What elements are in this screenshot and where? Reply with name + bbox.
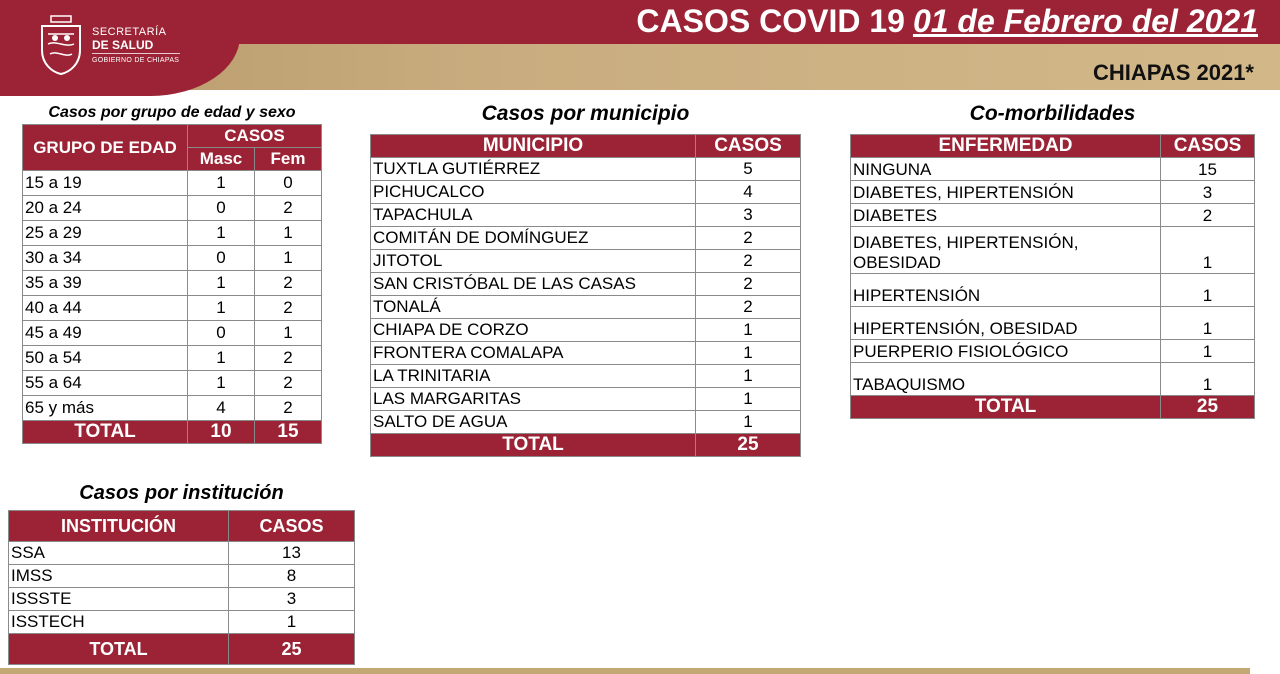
municipio-cell: LA TRINITARIA [371,365,696,388]
col-header-cases: CASOS [696,135,801,158]
municipio-cell: JITOTOL [371,250,696,273]
total-label: TOTAL [851,396,1161,419]
table-row [371,365,801,388]
cases-cell: 1 [1161,227,1255,274]
comorb-table [850,134,1255,419]
disease-name: NINGUNA [853,160,932,179]
disease-cell [851,204,1161,227]
comorb-total-row [851,396,1255,419]
table-row [371,319,801,342]
municipio-cell: TONALÁ [371,296,696,319]
table-row [23,171,322,196]
age-group-cell: 30 a 34 [23,246,188,271]
col-header-cases: CASOS [1161,135,1255,158]
logo-area [0,0,240,96]
col-header-fem: Fem [255,148,322,171]
table-row [23,396,322,421]
fem-cell: 1 [255,221,322,246]
masc-cell: 1 [188,221,255,246]
total-label: TOTAL [371,434,696,457]
table-row [9,611,355,634]
fem-cell: 2 [255,271,322,296]
total-masc: 10 [188,421,255,444]
org-divider [92,53,180,54]
institution-cell: IMSS [9,565,229,588]
comorb-table-title: Co-morbilidades [969,102,1136,125]
fem-cell: 2 [255,296,322,321]
region-label: CHIAPAS 2021* [1093,60,1254,85]
cases-cell: 1 [1161,307,1255,340]
inst-total-row [9,634,355,665]
municipio-cell: TUXTLA GUTIÉRREZ [371,158,696,181]
masc-cell: 1 [188,171,255,196]
cases-cell: 2 [696,296,801,319]
institution-cell: ISSSTE [9,588,229,611]
table-row [23,221,322,246]
table-row [9,565,355,588]
page-title [636,3,1258,40]
fem-cell: 0 [255,171,322,196]
table-row [23,346,322,371]
col-header-disease: ENFERMEDAD [851,135,1161,158]
disease-name: TABAQUISMO [853,375,966,394]
age-group-cell: 50 a 54 [23,346,188,371]
col-header-cases: CASOS [188,125,322,148]
masc-cell: 1 [188,371,255,396]
cases-cell: 1 [696,319,801,342]
age-group-cell: 45 a 49 [23,321,188,346]
table-row [23,371,322,396]
table-row [23,271,322,296]
table-row [851,340,1255,363]
cases-cell: 3 [229,588,355,611]
cases-cell: 1 [696,365,801,388]
total-label: TOTAL [23,421,188,444]
disease-name: DIABETES, HIPERTENSIÓN [853,183,1074,202]
disease-name: DIABETES, HIPERTENSIÓN, [853,233,1079,252]
table-row [371,342,801,365]
municipio-cell: FRONTERA COMALAPA [371,342,696,365]
inst-table [8,510,355,665]
fem-cell: 1 [255,321,322,346]
org-line3: GOBIERNO DE CHIAPAS [92,57,180,64]
municipio-cell: CHIAPA DE CORZO [371,319,696,342]
table-row [371,296,801,319]
masc-cell: 0 [188,196,255,221]
disease-cell [851,227,1161,274]
cases-cell: 1 [1161,340,1255,363]
cases-cell: 4 [696,181,801,204]
coat-of-arms-icon [38,14,84,76]
table-row [23,296,322,321]
masc-cell: 4 [188,396,255,421]
table-row [9,542,355,565]
cases-cell: 1 [1161,274,1255,307]
cases-cell: 2 [696,250,801,273]
disease-cell [851,158,1161,181]
masc-cell: 1 [188,296,255,321]
fem-cell: 2 [255,396,322,421]
total-value: 25 [696,434,801,457]
disease-cell [851,363,1161,396]
disease-cell [851,307,1161,340]
table-row [371,273,801,296]
disease-cell [851,340,1161,363]
age-group-cell: 20 a 24 [23,196,188,221]
cases-cell: 2 [1161,204,1255,227]
municipio-table [370,134,801,457]
table-row [851,181,1255,204]
age-group-cell: 15 a 19 [23,171,188,196]
fem-cell: 2 [255,196,322,221]
table-row [851,227,1255,274]
disease-cell [851,181,1161,204]
table-row [851,363,1255,396]
cases-cell: 1 [229,611,355,634]
title-text: CASOS COVID 19 [636,3,905,39]
col-header-inst: INSTITUCIÓN [9,511,229,542]
table-row [23,196,322,221]
table-row [851,204,1255,227]
cases-cell: 8 [229,565,355,588]
col-header-masc: Masc [188,148,255,171]
table-row [851,274,1255,307]
cases-cell: 5 [696,158,801,181]
municipio-cell: SAN CRISTÓBAL DE LAS CASAS [371,273,696,296]
org-line2: DE SALUD [92,38,154,52]
disease-name: HIPERTENSIÓN, OBESIDAD [853,319,1078,338]
municipio-cell: SALTO DE AGUA [371,411,696,434]
table-row [371,411,801,434]
municipio-cell: LAS MARGARITAS [371,388,696,411]
cases-cell: 2 [696,273,801,296]
municipio-cell: TAPACHULA [371,204,696,227]
total-value: 25 [229,634,355,665]
municipio-total-row [371,434,801,457]
masc-cell: 0 [188,321,255,346]
age-group-cell: 35 a 39 [23,271,188,296]
masc-cell: 1 [188,271,255,296]
table-row [371,250,801,273]
cases-cell: 1 [696,342,801,365]
cases-cell: 1 [696,411,801,434]
table-row [371,204,801,227]
total-fem: 15 [255,421,322,444]
municipio-cell: COMITÁN DE DOMÍNGUEZ [371,227,696,250]
table-row [371,158,801,181]
cases-cell: 15 [1161,158,1255,181]
municipio-table-title: Casos por municipio [481,102,690,125]
age-group-cell: 65 y más [23,396,188,421]
title-date: 01 de Febrero del 2021 [912,3,1258,39]
age-group-cell: 40 a 44 [23,296,188,321]
cases-cell: 2 [696,227,801,250]
total-label: TOTAL [9,634,229,665]
table-row [371,388,801,411]
age-group-cell: 25 a 29 [23,221,188,246]
disease-cell [851,274,1161,307]
cases-cell: 13 [229,542,355,565]
masc-cell: 0 [188,246,255,271]
total-value: 25 [1161,396,1255,419]
col-header-group: GRUPO DE EDAD [23,125,188,171]
cases-cell: 1 [1161,363,1255,396]
org-line1: SECRETARÍA [92,26,167,38]
institution-cell: SSA [9,542,229,565]
footer-bar [0,668,1250,674]
table-row [851,158,1255,181]
table-row [9,588,355,611]
col-header-municipio: MUNICIPIO [371,135,696,158]
inst-table-title: Casos por institución [79,482,284,504]
institution-cell: ISSTECH [9,611,229,634]
disease-name: HIPERTENSIÓN [853,286,981,305]
municipio-cell: PICHUCALCO [371,181,696,204]
age-table-title: Casos por grupo de edad y sexo [48,104,296,121]
disease-name-line2: OBESIDAD [853,253,941,272]
masc-cell: 1 [188,346,255,371]
fem-cell: 1 [255,246,322,271]
fem-cell: 2 [255,346,322,371]
table-row [371,227,801,250]
fem-cell: 2 [255,371,322,396]
age-table [22,124,322,444]
disease-name: DIABETES [853,206,938,225]
table-row [371,181,801,204]
cases-cell: 3 [696,204,801,227]
cases-cell: 3 [1161,181,1255,204]
age-group-cell: 55 a 64 [23,371,188,396]
col-header-cases: CASOS [229,511,355,542]
table-row [23,321,322,346]
table-row [23,246,322,271]
disease-name: PUERPERIO FISIOLÓGICO [853,342,1069,361]
cases-cell: 1 [696,388,801,411]
table-row [851,307,1255,340]
age-total-row [23,421,322,444]
